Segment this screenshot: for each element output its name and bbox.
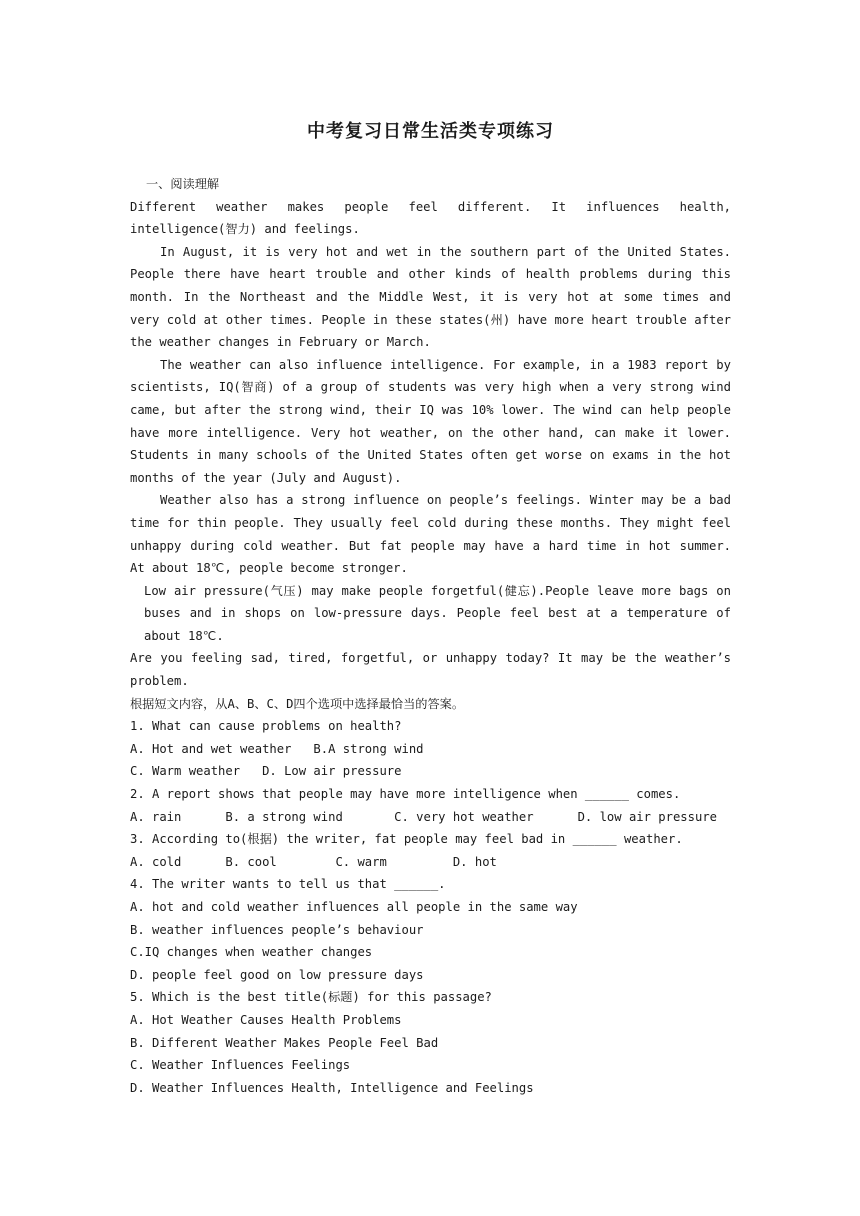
question-3-options-line-1: A. cold B. cool C. warm D. hot (130, 854, 497, 869)
question-5-option-b: B. Different Weather Makes People Feel Bad (130, 1035, 439, 1050)
instruction-text: 根据短文内容，从A、B、C、D四个选项中选择最恰当的答案。 (130, 696, 465, 711)
question-1-options-line-2: C. Warm weather D. Low air pressure (130, 764, 402, 779)
question-4-stem: 4. The writer wants to tell us that ______. (130, 877, 446, 892)
passage-paragraph-2: In August, it is very hot and wet in the southern part of the United States. People there have heart trouble and other kinds of health problems during this month. In the Northeast and the Middle West, it is very hot at some times and very cold at other times. People in these states(州) have more heart trouble after the weather changes in February or March. (130, 244, 731, 350)
question-4-option-b: B. weather influences people’s behaviour (130, 922, 424, 937)
question-3-stem: 3. According to(根据) the writer, fat people may feel bad in ______ weather. (130, 832, 683, 847)
question-4-option-c: C.IQ changes when weather changes (130, 945, 373, 960)
question-5-option-d: D. Weather Influences Health, Intelligence and Feelings (130, 1080, 534, 1095)
question-5-option-c: C. Weather Influences Feelings (130, 1058, 351, 1073)
question-1-stem: 1. What can cause problems on health? (130, 719, 402, 734)
passage-paragraph-6: Are you feeling sad, tired, forgetful, or unhappy today? It may be the weather’s problem. (130, 651, 731, 689)
question-1-options-line-1: A. Hot and wet weather B.A strong wind (130, 741, 424, 756)
section-heading: 一、阅读理解 (146, 177, 220, 191)
passage-paragraph-3: The weather can also influence intelligence. For example, in a 1983 report by scientists, IQ(智商) of a group of students was very high when a very strong wind came, but after the strong wind, their IQ was 10% lower. The wind can help people have more intelligence. Very hot weather, on the other hand, can make it lower. Students in many schools of the United States often get worse on exams in the hot months of the year (July and August). (130, 357, 731, 485)
question-4-option-a: A. hot and cold weather influences all people in the same way (130, 900, 578, 914)
passage-paragraph-5: Low air pressure(气压) may make people forgetful(健忘).People leave more bags on buses and in shops on low-pressure days. People feel best at a temperature of about 18℃. (144, 583, 731, 643)
document-title: 中考复习日常生活类专项练习 (307, 121, 554, 142)
passage-paragraph-1: Different weather makes people feel different. It influences health, intelligence(智力) and feelings. (130, 199, 731, 237)
question-4-option-d: D. people feel good on low pressure days (130, 967, 424, 982)
passage-paragraph-4: Weather also has a strong influence on people’s feelings. Winter may be a bad time for thin people. They usually feel cold during these months. They might feel unhappy during cold weather. But fat people may have a hard time in hot summer. At about 18℃, people become stronger. (130, 493, 731, 576)
question-2-options-line-1: A. rain B. a strong wind C. very hot weather D. low air pressure (130, 809, 717, 824)
question-2-stem: 2. A report shows that people may have more intelligence when ______ comes. (130, 787, 681, 802)
question-5-option-a: A. Hot Weather Causes Health Problems (130, 1012, 402, 1027)
question-5-stem: 5. Which is the best title(标题) for this passage? (130, 990, 492, 1005)
document-body (130, 173, 731, 1099)
